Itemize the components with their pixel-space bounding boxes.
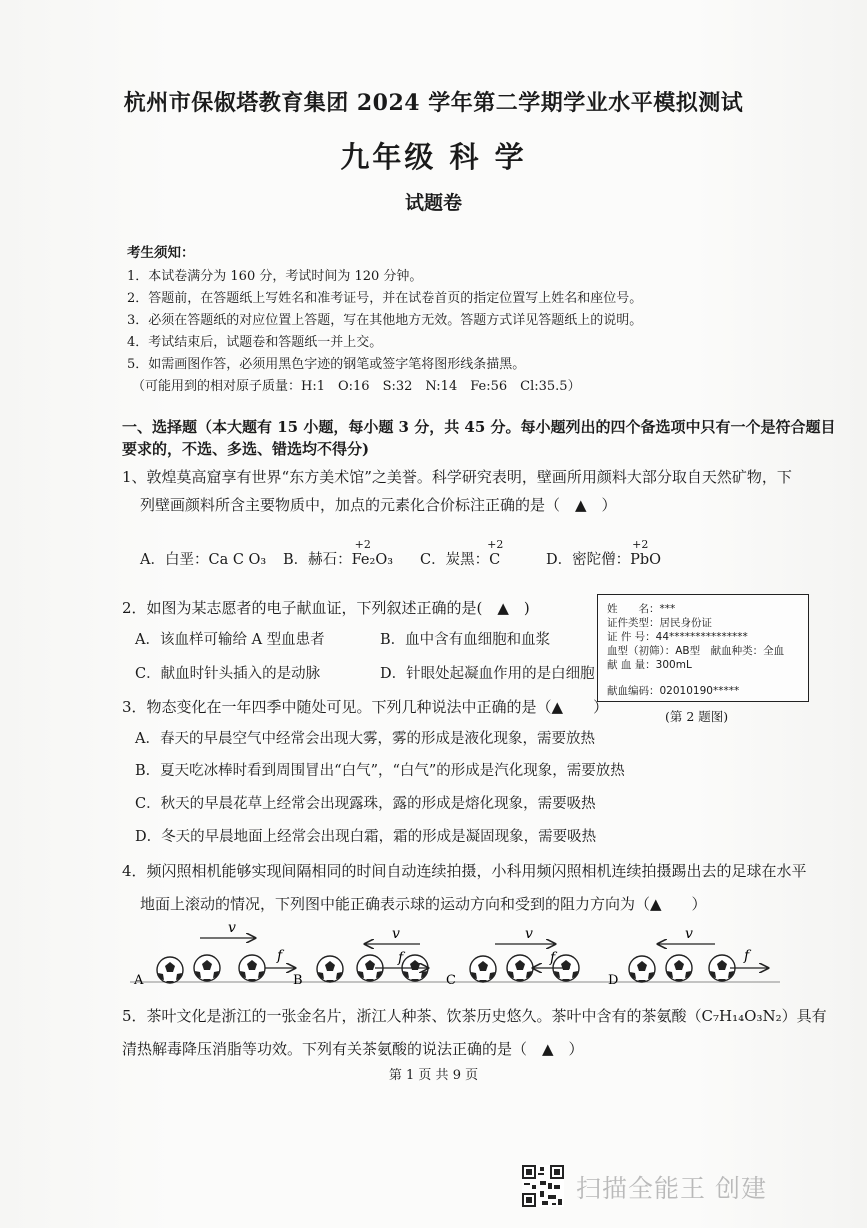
q2-option-d: D．针眼处起凝血作用的是白细胞 (380, 666, 595, 682)
q4-figure (130, 918, 780, 998)
exam-title: 杭州市保俶塔教育集团 2024 学年第二学期学业水平模拟测试 (123, 90, 744, 116)
question-1-stem-cont: 列壁画颜料所含主要物质中，加点的元素化合价标注正确的是（ ▲ ） (140, 496, 617, 514)
q2-option-b: B．血中含有血细胞和血浆 (380, 632, 551, 648)
notice-item: 5．如需画图作答，必须用黑色字迹的钢笔或签字笔将图形线条描黑。 (127, 357, 526, 372)
notice-item: 3．必须在答题纸的对应位置上答题，写在其他地方无效。答题方式详见答题纸上的说明。 (127, 313, 643, 328)
card-blood-type: 血型（初筛）：AB型 献血种类：全血 (607, 645, 785, 657)
q4-label-c: C (446, 973, 456, 988)
section-heading-cont: 要求的，不选、多选、错选均不得分) (122, 440, 370, 458)
card-donation-number: 献血编码：02010190***** (607, 685, 740, 697)
friction-label: f (744, 948, 750, 964)
velocity-label: v (392, 926, 400, 942)
q3-option-a: A．春天的早晨空气中经常会出现大雾，雾的形成是液化现象，需要放热 (135, 731, 595, 747)
question-5-stem: 5．茶叶文化是浙江的一张金名片，浙江人种茶、饮茶历史悠久。茶叶中含有的茶氨酸（C₇H₁₄O₃N₂）具有 (122, 1007, 827, 1025)
soccer-ball-icon (470, 956, 496, 982)
question-2-stem: 2．如图为某志愿者的电子献血证，下列叙述正确的是( ▲ ) (122, 599, 530, 617)
qr-code-icon (522, 1165, 564, 1207)
figure-caption: (第 2 题图) (665, 709, 729, 724)
velocity-label: v (228, 920, 236, 936)
blood-donation-card (597, 594, 809, 702)
card-id-number: 证 件 号：44*************** (607, 631, 748, 643)
atomic-masses: （可能用到的相对原子质量：H:1 O:16 S:32 N:14 Fe:56 Cl:35.5） (132, 379, 581, 394)
q4-label-d: D (608, 973, 619, 988)
q4-label-b: B (293, 973, 303, 988)
q1-option-b: B．赫石： +2 Fe₂O₃ (283, 538, 394, 568)
notice-heading: 考生须知： (127, 245, 195, 261)
q2-option-a: A．该血样可输给 A 型血患者 (135, 632, 325, 648)
velocity-label: v (685, 926, 693, 942)
q3-option-c: C．秋天的早晨花草上经常会出现露珠，露的形成是熔化现象，需要吸热 (135, 796, 596, 812)
question-3-stem: 3．物态变化在一年四季中随处可见。下列几种说法中正确的是（▲ ） (122, 698, 609, 716)
scanner-watermark: 扫描全能王 创建 (576, 1174, 767, 1203)
question-4-stem: 4．频闪照相机能够实现间隔相同的时间自动连续拍摄，小科用频闪照相机连续拍摄踢出去的足球在水平 (122, 862, 807, 880)
soccer-ball-icon (666, 955, 692, 981)
soccer-ball-icon (629, 956, 655, 982)
q3-option-b: B．夏天吃冰棒时看到周围冒出“白气”，“白气”的形成是汽化现象，需要放热 (135, 763, 625, 779)
q1-option-d: D．密陀僧： +2 PbO (546, 538, 662, 568)
velocity-label: v (525, 926, 533, 942)
question-1-stem: 1、敦煌莫高窟享有世界“东方美术馆”之美誉。科学研究表明，壁画所用颜料大部分取自天然矿物，下 (122, 468, 792, 486)
question-4-stem-cont: 地面上滚动的情况，下列图中能正确表示球的运动方向和受到的阻力方向为（▲ ） (140, 895, 707, 913)
exam-subject: 九年级 科 学 (340, 140, 527, 174)
notice-item: 4．考试结束后，试题卷和答题纸一并上交。 (127, 335, 383, 350)
soccer-ball-icon (194, 955, 220, 981)
q2-option-c: C．献血时针头插入的是动脉 (135, 666, 321, 682)
notice-item: 1．本试卷满分为 160 分，考试时间为 120 分钟。 (127, 269, 423, 284)
section-heading: 一、选择题（本大题有 15 小题，每小题 3 分，共 45 分。每小题列出的四个备选项中只有一个是符合题目 (122, 418, 836, 436)
q1-option-a: A．白垩：Ca C O₃ (140, 552, 267, 568)
q4-label-a: A (134, 973, 144, 988)
page-number: 第 1 页 共 9 页 (388, 1068, 479, 1083)
soccer-ball-icon (507, 955, 533, 981)
soccer-ball-icon (239, 955, 265, 981)
card-volume: 献 血 量：300mL (607, 659, 692, 671)
soccer-ball-icon (317, 956, 343, 982)
card-name: 姓 名：*** (607, 603, 676, 615)
exam-subheading: 试题卷 (404, 192, 462, 214)
notice-item: 2．答题前，在答题纸上写姓名和准考证号，并在试卷首页的指定位置写上姓名和座位号。 (127, 291, 643, 306)
question-5-stem-cont: 清热解毒降压消脂等功效。下列有关茶氨酸的说法正确的是（ ▲ ） (122, 1040, 584, 1058)
card-id-type: 证件类型：居民身份证 (607, 617, 712, 629)
friction-label: f (398, 950, 404, 966)
q3-option-d: D．冬天的早晨地面上经常会出现白霜，霜的形成是凝固现象，需要吸热 (135, 829, 597, 845)
friction-label: f (277, 948, 283, 964)
friction-label: f (550, 950, 556, 966)
soccer-ball-icon (157, 957, 183, 983)
q1-option-c: C．炭黑： +2 C (420, 538, 504, 568)
